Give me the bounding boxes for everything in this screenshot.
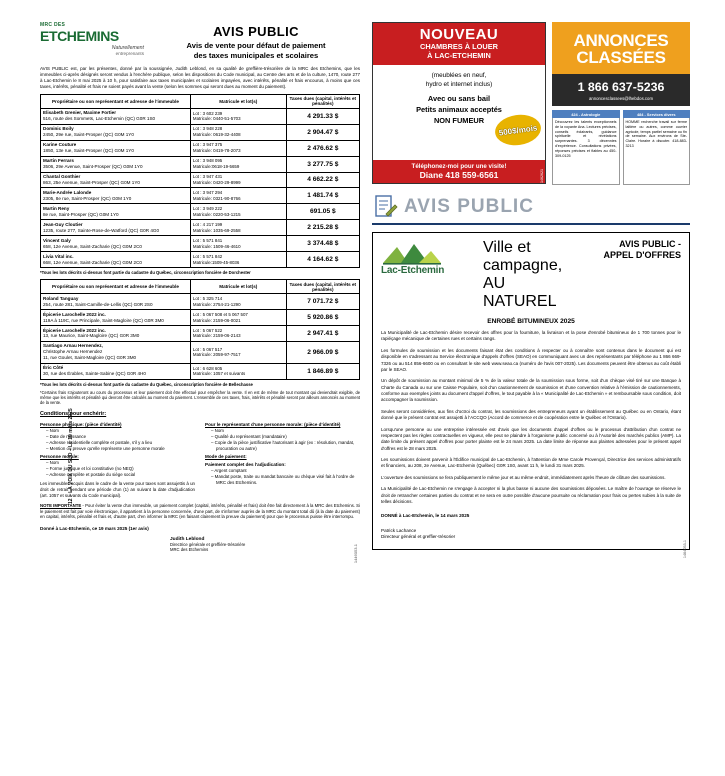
lac-paragraph-6: Les soumissions doivent parvenir à l'Édifice municipal de Lac-Etchemin, à l'attention de Mme Carole Provençal, Directrice des services administratifs et financiers, au 208, 2e Avenue, Lac-Etchemin (Québec) G0R 1S0, avant 11 h, le lundi 31 mars 2025. <box>381 457 681 469</box>
table-row <box>41 220 360 236</box>
conditions-columns <box>40 419 360 499</box>
cell-matricule: Lot : 5 067 508 et 5 067 507 Matricule: 2159-06-0021 <box>190 310 286 326</box>
conditions-title: Conditions pour enchérir: <box>40 410 107 417</box>
table-row <box>41 172 360 188</box>
cell-matricule: Lot : 5 067 517 Matricule: 2059-97-7517 <box>190 341 286 363</box>
note-importante-text: - Pour éviter la vente d'un immeuble, un paiement complet (capital, intérêts, pénalité et frais) doit être fait directement à la MRC des Etchemins. Si le paiement est fait par voie électronique, il appartient à la personne concernée, d'une part, de s'informer auprès de la MRC du montant total dû (à la date du paiement) en capital, intérêts, pénalité et frais et, d'autre part, d'en informer la MRC (en faisant clairement la preuve du paiement) pour que le processus puisse être interrompu. <box>40 503 361 520</box>
avis-subtitle-1: Avis de vente pour défaut de paiement <box>186 41 326 50</box>
avis-intro-paragraph: AVIS PUBLIC est, par les présentes, donné par la soussignée, Judith Leblond, en sa qualité de greffière-trésorière de la MRC des Etchemins, que les immeubles ci-après désignés seront vendus à l'enchère publique, selon les dispositions du Code municipal, au Centre des arts et de la culture, 1470, route 277 à Lac-Etchemin le 8 mai 2025 à 10 h, pour satisfaire aux taxes municipales et scolaires impayées, avec intérêts, pénalité et frais encourus, à moins que ces taxes, intérêts, pénalité et frais ne soient payés avant la vente (selon les sommes qui seront dues au moment du paiement). <box>40 66 360 89</box>
lac-slogan-2: AU NATUREL <box>483 275 557 310</box>
ad-bullet-4: Petits animaux acceptés <box>416 105 502 115</box>
avis-public-banner <box>372 194 690 225</box>
table-row <box>41 204 360 220</box>
cell-taxes-due: 4 164.62 $ <box>286 252 359 268</box>
ad-bullet-1: (meublées en neuf, <box>431 71 487 79</box>
lac-paragraph-3: Un dépôt de soumission au montant minimal de 5 % de la valeur totale de la soumission sous forme, soit d'un chèque visé tiré sur une Banque à Charte du Canada ou sur une Caisse Populaire, soit d'un cautionnement de soumission et d'une convention relative à l'émission de cautionnements, conforme aux exemples joints au document d'appel d'offres, le tout payable à la « Municipalité de Lac-Etchemin » et remboursable sous condition, doit accompagner la soumission. <box>381 378 681 403</box>
cell-taxes-due: 2 215.28 $ <box>286 220 359 236</box>
cell-matricule: Lot : 3 947 294 Matricule: 0321-90-8766 <box>190 188 286 204</box>
ad-bullet-5: NON FUMEUR <box>433 115 485 125</box>
left-column <box>40 22 361 564</box>
lac-slogan-1: Ville et campagne, <box>483 239 563 274</box>
cell-matricule: Lot : 3 602 239 Matricule: 0440-51-5703 <box>190 108 286 124</box>
cell-taxes-due: 4 662.22 $ <box>286 172 359 188</box>
col-owner: Propriétaire ou son représentant et adresse de l'immeuble <box>41 280 191 294</box>
ad-line1: CHAMBRES À LOUER <box>419 42 498 51</box>
ad-bullet-3: Avec ou sans bail <box>427 94 491 104</box>
table-row <box>41 310 360 326</box>
cell-owner: Santiago Arnau Hernendez, Christophe Arnau Hernendez 11, rue Goulet, Saint-Magloire (QC) G0R 3M0 <box>41 341 191 363</box>
cell-matricule: Lot : 3 947 375 Matricule: 0419-78-2073 <box>190 140 286 156</box>
classified-category-body: Découvrez les talents exceptionnels de la voyante Ana. Lectures précises, conseils éclairants, guidance spirituelle et révélations surprenantes. 3 décennies d'expérience. Consultations privées, réponses précises et fiables au 450-309-0125 <box>552 118 620 185</box>
ads-row <box>372 22 690 184</box>
condition-item: – Argent comptant <box>211 468 247 474</box>
table-row <box>41 326 360 342</box>
col-matricule: Matricule et lot(s) <box>190 94 286 108</box>
cell-taxes-due: 7 071.72 $ <box>286 294 359 310</box>
mrc-logo-tagline1: Naturellement <box>111 45 144 51</box>
fees-note: *Certains frais s'ajouteront au cours du processus et leur paiement doit être effectué pour empêcher la vente. Il en est de même de tout montant qui deviendrait exigible, de même que les intérêts et pénalité qui devront être calculés au moment du paiement. L'ensemble de ces taxes, frais, intérêts et pénalité seront par ailleurs annoncés au moment de la vente. <box>40 389 360 406</box>
cell-taxes-due: 691.05 $ <box>286 204 359 220</box>
lac-logo-slogans <box>483 239 565 311</box>
lac-donne-line: DONNÉ à Lac-Etchemin, le 14 mars 2025 <box>381 513 470 519</box>
taxes-table-bellechasse <box>40 279 360 380</box>
cell-owner: Livia Vital inc. 668, 12e Avenue, Saint-Zacharie (QC) G0M 2C0 <box>41 252 191 268</box>
ad-bullet-2: hydro et internet inclus) <box>425 81 493 89</box>
lac-paragraph-8: La Municipalité de Lac-Etchemin ne s'engage à accepter ni la plus basse ni aucune des soumissions déposées. Le maître de l'ouvrage se réserve le droit de retrancher certaines parties du contrat et ne sera en outre possible d'aucune poursuite ou réclamation pour frais ou pertes subies à la suite de telles décisions. <box>381 486 681 504</box>
mode-paiement-heading: Mode de paiement: <box>205 454 247 460</box>
lac-signature-block <box>381 513 681 540</box>
mrc-logo <box>40 22 144 56</box>
cell-matricule: Lot : 3 949 222 Matricule: 0220-53-1215 <box>190 204 286 220</box>
paiement-complet-heading: Paiement complet des l'adjudication: <box>205 462 286 468</box>
cell-taxes-due: 2 476.62 $ <box>286 140 359 156</box>
classees-contact-block <box>552 74 690 106</box>
ad-price-badge: 500$/mois <box>493 112 543 148</box>
cell-matricule: Lot : 6 628 605 Matricule: 1057 et suivants <box>190 363 286 379</box>
cell-taxes-due: 2 966.09 $ <box>286 341 359 363</box>
right-column <box>372 22 690 558</box>
conditions-right <box>205 419 360 499</box>
table-row <box>41 156 360 172</box>
left-ad-code: 1446053-1 <box>353 544 358 564</box>
cell-matricule: Lot : 5 067 522 Matricule: 2159-06-2143 <box>190 326 286 342</box>
cell-taxes-due: 2 947.41 $ <box>286 326 359 342</box>
table-row <box>41 294 360 310</box>
lac-paragraph-4: Seules seront considérées, aux fins d'octroi du contrat, les soumissions des entrepreneurs ayant un établissement au Québec ou en Ontario, étant donné que le présent contrat est assujetti à l'ACCQO (Accord de commerce et de coopération entre le Québec et l'Ontario). <box>381 408 681 421</box>
col-owner: Propriétaire ou son représentant et adresse de l'immeuble <box>41 94 191 108</box>
table-row <box>41 363 360 379</box>
condition-item: – Adresse résidentielle complète et postale, s'il y a lieu <box>46 439 153 445</box>
cell-owner: Éric Côté 30, rue des Érables, Sainte-Sabine (QC) G0R 4H0 <box>41 363 191 379</box>
classees-phone[interactable]: 1 866 637-5236 <box>577 80 665 94</box>
right-ad-code: 1464053-1 <box>683 539 687 558</box>
lac-title-line1: AVIS PUBLIC - <box>619 239 681 249</box>
cell-matricule: Lot : 3 948 095 Matricule:0618-19-5659 <box>190 156 286 172</box>
cell-owner: Épicerie Larochelle 2022 inc. 119A à 119C, rue Principale, Saint-Magloire (QC) G0R 3M0 <box>41 310 191 326</box>
condition-item: – Mention ou preuve qu'elle représente une personne morale <box>46 445 165 451</box>
personne-morale-heading: Personne morale: <box>40 454 79 460</box>
table-row <box>41 124 360 140</box>
condition-item: – Qualité du représentant (mandataire) <box>211 433 287 439</box>
table-row <box>41 341 360 363</box>
cell-owner: Marie-Andrée Lalonde 2305, 8e rue, Saint-Prosper (QC) G0M 1Y0 <box>41 188 191 204</box>
classees-email[interactable]: annoncesclassees@lhebdos.com <box>588 96 654 101</box>
cell-taxes-due: 1 846.89 $ <box>286 363 359 379</box>
personne-morale-list <box>40 460 195 478</box>
classees-title-2: CLASSÉES <box>576 48 666 67</box>
cell-taxes-due: 4 291.33 $ <box>286 108 359 124</box>
cell-owner: Roland Tanguay 254, route 281, Saint-Camille-de-Lellis (QC) G0R 2S0 <box>41 294 191 310</box>
lac-paragraph-1: La Municipalité de Lac-Etchemin désire recevoir des offres pour la fourniture, la livraison et la pose d'enrobé bitumineux de 1 700 tonnes pour le rapiéçage mécanique de certaines rues et certains rangs. <box>381 330 681 342</box>
lac-logo-name: Lac-Etchemin <box>381 265 445 276</box>
ad-header-band <box>373 23 545 65</box>
taxes-table-dorchester <box>40 94 360 268</box>
classified-category[interactable] <box>623 110 691 185</box>
lac-signature-role: Directeur général et greffier-trésorier <box>381 534 456 540</box>
table-row <box>41 236 360 252</box>
table-row <box>41 252 360 268</box>
cell-taxes-due: 3 277.75 $ <box>286 156 359 172</box>
personne-physique-list <box>40 428 195 452</box>
condition-item: – Nom <box>46 427 59 433</box>
condition-item: – Forme juridique et loi constitutive (no NEQ) <box>46 466 134 472</box>
ad-footer-band <box>373 160 545 183</box>
cell-owner: Karine Couture 1850, 13e rue, Saint-Prosper (QC) G0M 1Y0 <box>41 140 191 156</box>
representant-heading: Pour le représentant d'une personne morale: (pièce d'identité) <box>205 421 341 427</box>
personne-physique-heading: Personne physique: (pièce d'identité) <box>40 421 122 427</box>
note-importante-title: NOTE IMPORTANTE <box>40 503 82 509</box>
classees-title-block <box>552 22 690 74</box>
condition-item: – Adresse complète et postale du siège social <box>46 472 136 478</box>
classified-category[interactable] <box>552 110 620 185</box>
classified-category-header: 484 - Services divers <box>623 110 691 118</box>
cell-owner: Dominic Boily 2450, 29e rue, Saint-Prosper (QC) G0M 1Y0 <box>41 124 191 140</box>
signature-org: MRC des Etchemins <box>170 547 209 553</box>
table-header-row <box>41 280 360 294</box>
ad-code: 1462621 <box>540 169 544 183</box>
droit-de-retrait-paragraph: Les immeubles acquis dans le cadre de la vente pour taxes sont assujettis à un droit de retrait pendant une période d'un (1) an suivant la date d'adjudication (art. 1057 et suivants du Code municipal). <box>40 481 195 499</box>
condition-item: – Nom <box>211 427 224 433</box>
cell-owner: Martin Reny 8e rue, Saint-Prosper (QC) G0M 1Y0 <box>41 204 191 220</box>
lac-paragraph-2: Les formules de soumission et les documents faisant état des conditions à respecter ou à connaître sont contenus dans le document qui est disponible en s'adressant au Service électronique d'appels d'offres (SEAO) en communiquant avec un des représentants par téléphone au 1 866 669-7326 ou au 514 856-6600 ou en consultant le site web www.seao.ca (numéro de l'avis 007-2025). Les documents peuvent être obtenus au coût établi par le SEAO. <box>381 347 681 372</box>
note-importante <box>40 503 360 520</box>
cell-owner: Jean-Guy Cloutier 1235, route 277, Sainte-Rose-de-Watford (QC) G0R 4G0 <box>41 220 191 236</box>
lac-signature-name: Patrick Lachance <box>381 527 417 533</box>
left-signature <box>170 537 360 552</box>
ad-cta: Téléphonez-moi pour une visite! <box>411 163 507 170</box>
condition-item: – Nom <box>46 460 59 466</box>
classees-categories <box>552 110 690 185</box>
avis-public-title: AVIS PUBLIC <box>213 24 299 39</box>
mrc-logo-tagline2: entreprenants <box>115 51 144 56</box>
lac-paragraph-7: L'ouverture des soumissions se fera publiquement le même jour et au même endroit, immédiatement après l'heure de clôture des soumissions. <box>381 474 666 480</box>
table-row <box>41 188 360 204</box>
col-taxes: Taxes dues (capital, intérêts et pénalités) <box>286 280 359 294</box>
table-header-row <box>41 94 360 108</box>
lac-etchemin-logo <box>381 239 477 276</box>
conditions-left <box>40 419 195 499</box>
lac-paragraph-5: Lorsqu'une personne ou une entreprise intéressée est d'avis que les documents d'appel d'offres ou le processus d'attribution d'un contrat ne respectent pas les règles contractuelles en vigueur, elle peut se plaindre à l'organisme public concerné ou à l'Autorité des marchés publics (AMP). La date limite du présent appel d'offres pour porter plainte est le 24 mars 2025. La date limite de réponse aux plaintes adressées pour le présent appel d'offres est le 28 mars 2025. <box>381 426 681 451</box>
cell-taxes-due: 1 481.74 $ <box>286 188 359 204</box>
table2-note: *Tous les lots décrits ci-dessus font partie du cadastre du Québec, circonscription foncière de Bellechasse <box>40 381 253 387</box>
representant-list <box>205 428 360 452</box>
cell-matricule: Lot : 5 571 841 Matricule: 1509-46-4610 <box>190 236 286 252</box>
avis-subtitle-2: des taxes municipales et scolaires <box>193 51 319 60</box>
cell-matricule: Lot : 3 948 228 Matricule: 0619-32-4408 <box>190 124 286 140</box>
condition-item: – Mandat poste, traite ou mandat bancaire ou chèque visé fait à l'ordre de MRC des Etchemins. <box>211 474 355 486</box>
ad-kicker: NOUVEAU <box>419 26 499 43</box>
signature-role: Directrice générale et greffière-trésorière <box>170 542 246 548</box>
folio-line: 12 – LA VOIX DU SUD – Le 19 mars 2025 <box>68 408 74 505</box>
mrc-masthead <box>40 22 360 60</box>
ad-line2: À LAC-ETCHEMIN <box>427 50 491 60</box>
cell-owner: Épicerie Larochelle 2022 inc. 13, rue Maurice, Saint-Magloire (QC) G0R 3M0 <box>41 326 191 342</box>
ad-phone[interactable]: Diane 418 559-6561 <box>419 170 499 180</box>
avis-public-banner-text: AVIS PUBLIC <box>404 196 534 217</box>
col-taxes: Taxes dues (capital, intérêts et pénalités) <box>286 94 359 108</box>
condition-item: – Copie de la pièce justificative l'autorisant à agir (ex : résolution, mandat, procuration ou autre) <box>211 439 355 451</box>
masthead-text <box>152 22 360 60</box>
cell-owner: Martin Ferrars 3506, 29e Avenue, Saint-Prosper (QC) G0M 1Y0 <box>41 156 191 172</box>
table1-note: *Tous les lots décrits ci-dessus font partie du cadastre du Québec, circonscription foncière de Dorchester <box>40 270 251 276</box>
cell-taxes-due: 2 904.47 $ <box>286 124 359 140</box>
cell-owner: Elisabeth Grenier, Maxime Fortier 516, route des Sommets, Lac-Etchemin (QC) G0R 1S0 <box>41 108 191 124</box>
mode-paiement-list <box>205 468 360 486</box>
condition-item: – Date de naissance <box>46 433 87 439</box>
signature-name: Judith Leblond <box>170 537 205 543</box>
cell-matricule: Lot : 3 947 431 Matricule: 0420-29-8999 <box>190 172 286 188</box>
classified-category-header: 424 - Astrologie <box>552 110 620 118</box>
mrc-logo-line1: MRC DES <box>40 22 66 28</box>
cell-matricule: Lot : 5 571 842 Matricule:1509-45-8036 <box>190 252 286 268</box>
lac-etchemin-notice <box>372 232 690 550</box>
mrc-logo-etchemins: ETCHEMINS <box>40 28 119 44</box>
col-matricule: Matricule et lot(s) <box>190 280 286 294</box>
mrc-logo-line2 <box>40 28 144 44</box>
cell-matricule: Lot : 4 217 199 Matricule: 1035-69-2558 <box>190 220 286 236</box>
cell-taxes-due: 3 374.48 $ <box>286 236 359 252</box>
document-pen-icon <box>372 194 398 220</box>
lac-notice-title <box>571 239 681 262</box>
lac-title-line2: APPEL D'OFFRES <box>603 250 681 261</box>
lac-notice-header <box>381 239 681 311</box>
table-row <box>41 108 360 124</box>
ad-annonces-classees[interactable] <box>552 22 690 185</box>
cell-owner: Vincent Galy 658, 12e Avenue, Saint-Zacharie (QC) G0M 2C0 <box>41 236 191 252</box>
lac-notice-subtitle: ENROBÉ BITUMINEUX 2025 <box>487 318 575 325</box>
ad-chambres-a-louer[interactable] <box>372 22 546 184</box>
classified-category-body: HOMME recherche travail sur ferme laitière ou autres, comme ouvrier agricole, temps partiel semaine ou fin de semaine. Aux environs de Ste-Claire. Horaire à discuter. 418-883-3213 <box>623 118 691 185</box>
cell-taxes-due: 5 920.86 $ <box>286 310 359 326</box>
mountain-logo-icon <box>381 239 471 265</box>
left-donne-line: Donné à Lac-Etchemin, ce 19 mars 2025 (1er avis) <box>40 526 149 532</box>
cell-matricule: Lot : 5 325 714 Matricule: 2754-21-1290 <box>190 294 286 310</box>
cell-owner: Chantal Gonthier 863, 25e Avenue, Saint-Prosper (QC) G0M 1Y0 <box>41 172 191 188</box>
classees-title-1: ANNONCES <box>573 31 669 50</box>
table-row <box>41 140 360 156</box>
